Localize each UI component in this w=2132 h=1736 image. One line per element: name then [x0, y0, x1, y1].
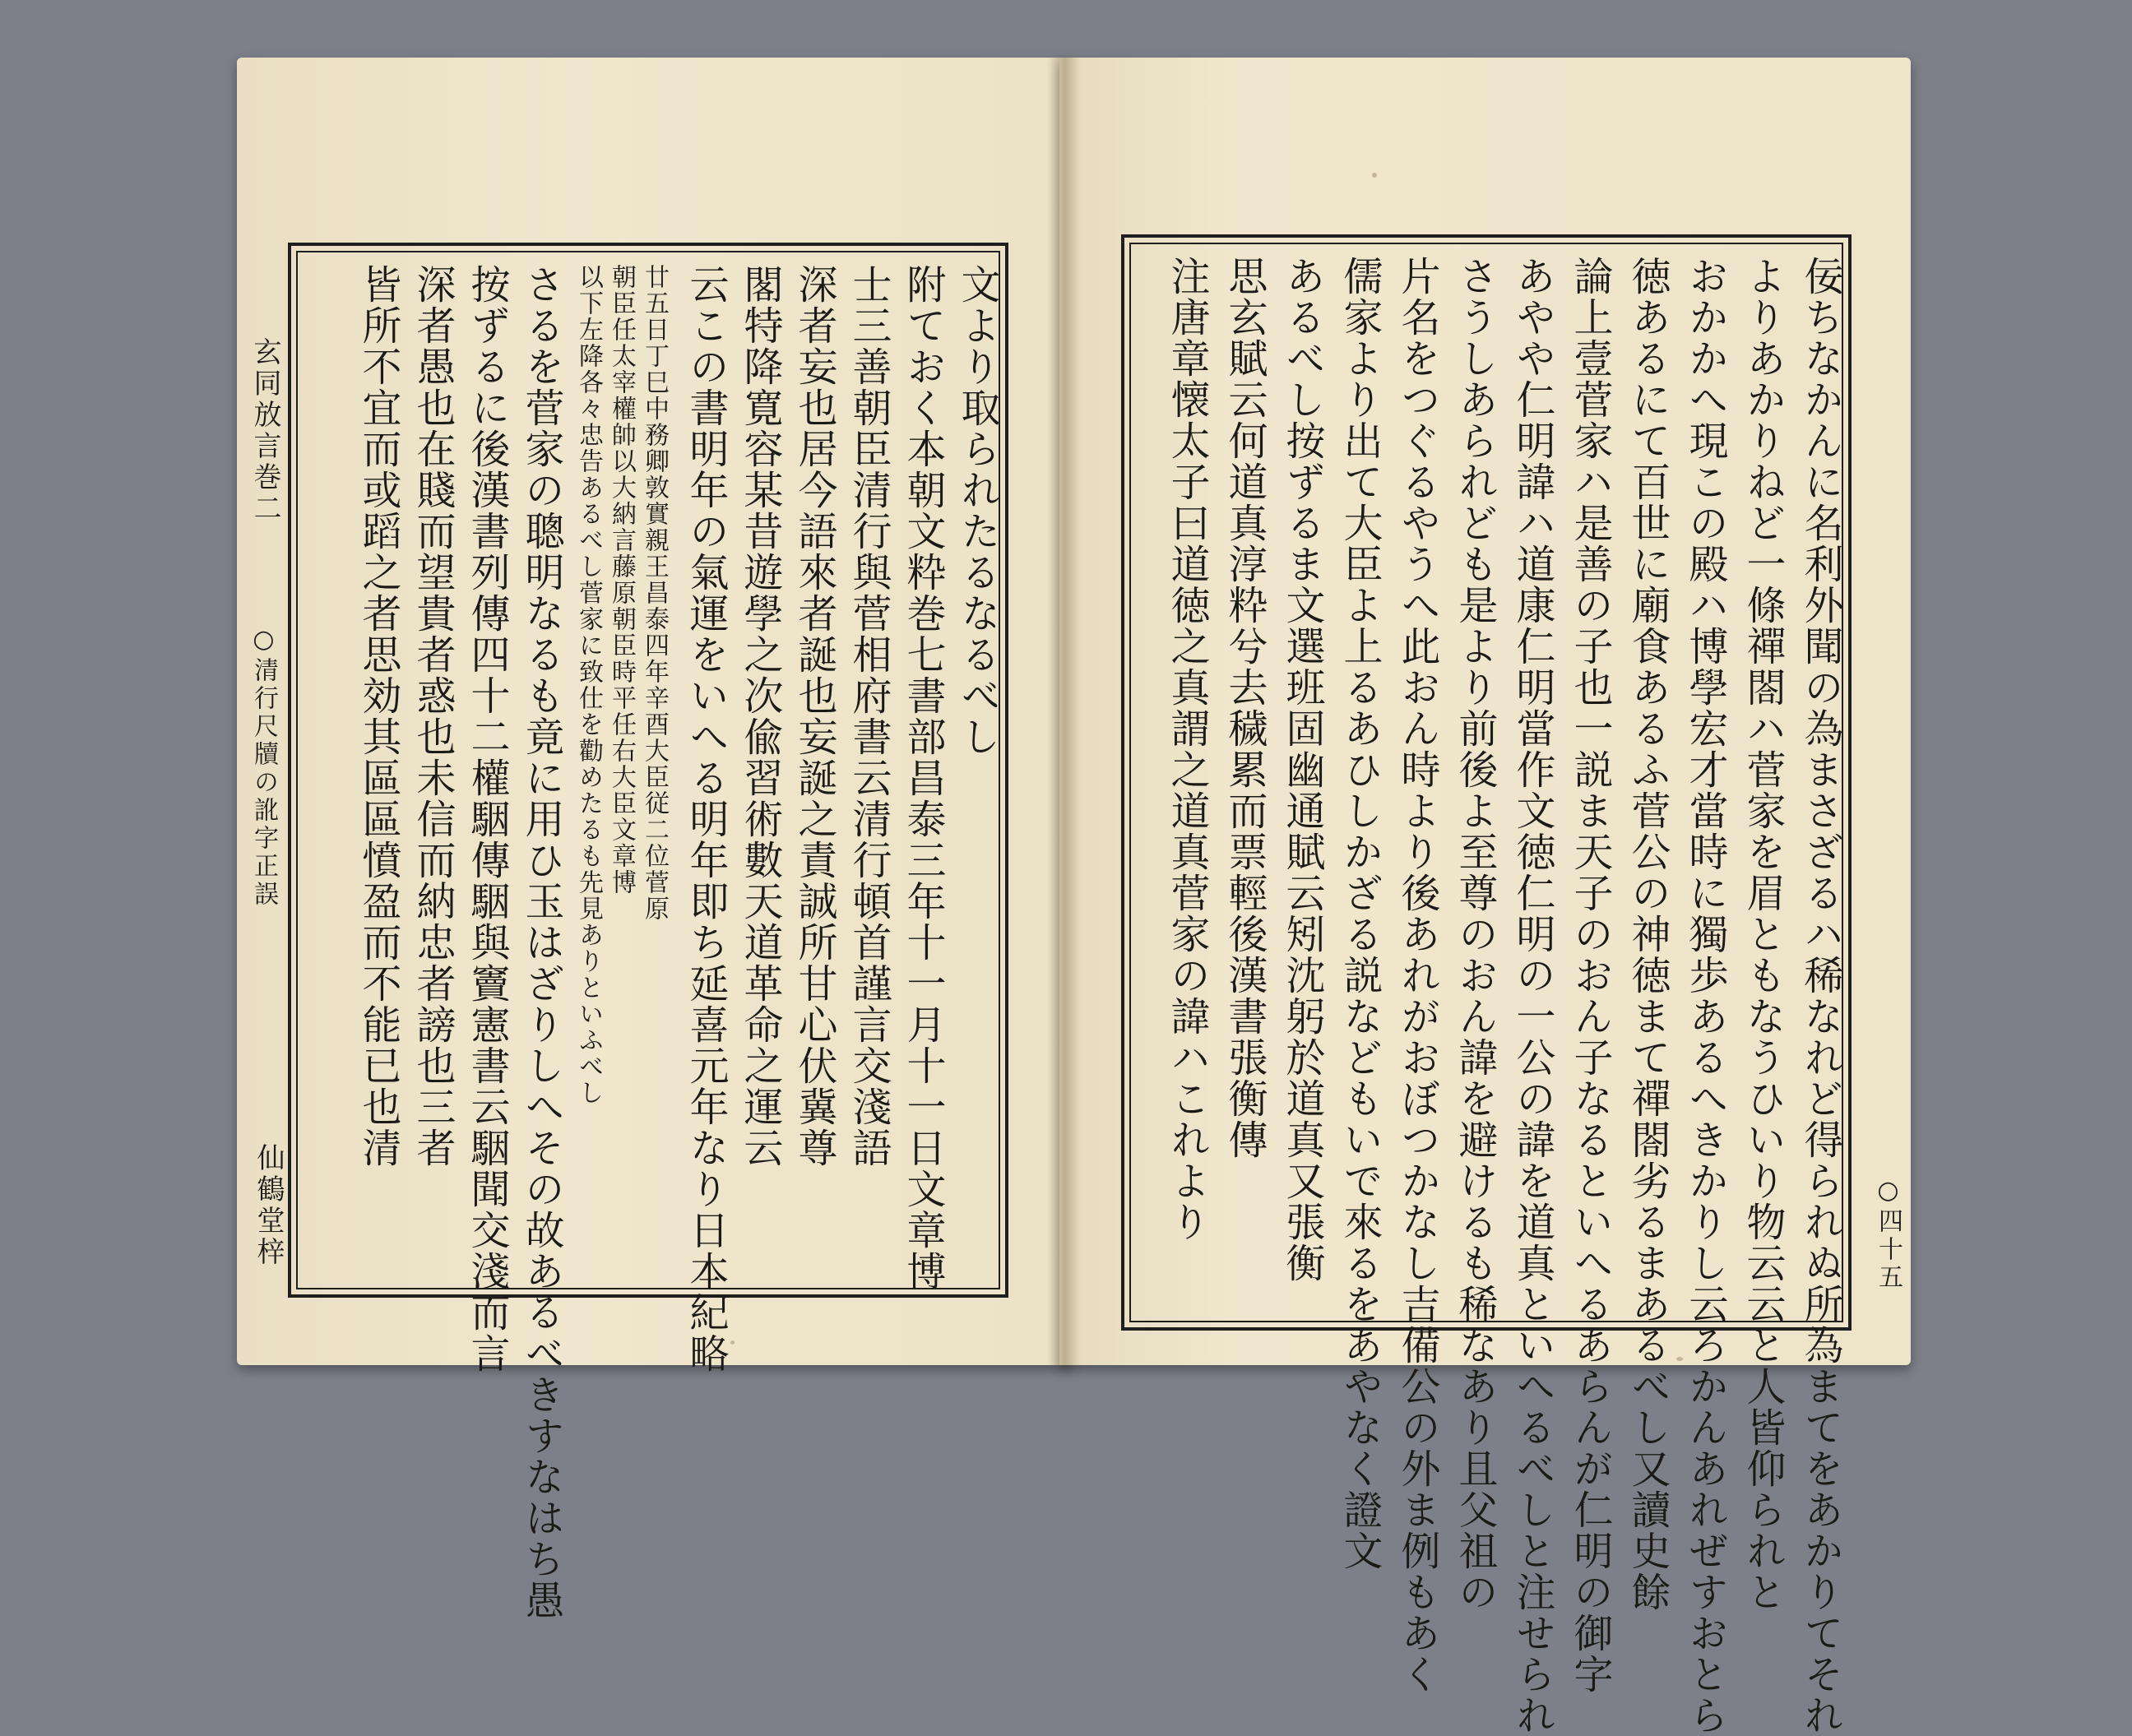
- text-column: 按ずるに後漢書列傳四十二權駰傳駰與竇憲書云駰聞交淺而言: [464, 264, 510, 1374]
- text-column: 注唐章懐太子曰道徳之真謂之道真菅家の諱ハこれより: [1164, 256, 1210, 1243]
- text-column: 徳あるにて百世に廟食あるふ菅公の神徳まて禪閤劣るまあるべし又讀史餘: [1624, 256, 1671, 1613]
- text-column: 思玄賦云何道真淳粋兮去穢累而票輕後漢書張衡傳: [1221, 256, 1268, 1160]
- book-gutter: [1047, 58, 1080, 1365]
- text-column: 佞ちなかんに名利外聞の為まさざるハ稀なれど得られぬ所為まてをあかりてそれ: [1797, 256, 1843, 1736]
- text-column: 深者愚也在賤而望貴者惑也未信而納忠者謗也三者: [410, 264, 456, 1169]
- text-column: さるを菅家の聰明なるも竟に用ひ玉はざりしへその故あるべきすなはち愚: [518, 264, 564, 1621]
- text-column: おかかへ現この殿ハ博學宏才當時に獨歩あるへきかりし云ろかんあれぜすおとら: [1682, 256, 1728, 1736]
- left-page: [237, 58, 1072, 1621]
- right-text-frame: [1121, 234, 1852, 1736]
- paper-speck: [1372, 173, 1377, 178]
- left-margin-publisher: 仙鶴堂梓: [252, 1143, 285, 1268]
- text-column: あやや仁明諱ハ道康仁明當作文徳仁明の一公の諱を道真といへるべしと注せられ: [1509, 256, 1555, 1736]
- text-column: 皆所不宜而或蹈之者思効其區區憤盈而不能已也清: [355, 264, 401, 1169]
- text-column: 士三善朝臣清行與菅相府書云清行頓首謹言交淺語: [846, 264, 892, 1169]
- text-column: 云この書明年の氣運をいへる明年即ち延喜元年なり日本紀略: [683, 264, 729, 1374]
- open-book: [220, 58, 1915, 1736]
- text-column: 文より取られたるなるべし: [954, 264, 1000, 757]
- left-margin-title: 玄同放言巻二: [248, 337, 281, 525]
- right-page: [1059, 58, 1911, 1736]
- text-column: 附ておく本朝文粋巻七書部昌泰三年十一月十一日文章博: [900, 264, 946, 1292]
- text-column: 片名をつぐるやうへ此おん時より後あれがおぼつかなし吉備公の外ま例もあく: [1394, 256, 1440, 1695]
- paper-speck: [730, 1340, 735, 1345]
- text-column: 以下左降各々忠告あるべし菅家に致仕を勸めたるも先見ありといふべし: [574, 264, 603, 1106]
- text-column: 閣特降寛容某昔遊學之次偸習術數天道革命之運云: [737, 264, 783, 1169]
- text-column: 論上壹菅家ハ是善の子也一説ま天子のおん子なるといへるあらんが仁明の御字: [1567, 256, 1613, 1695]
- text-column: さうしあられども是より前後よ至尊のおん諱を避けるも稀なあり且父祖の: [1452, 256, 1498, 1613]
- left-text-frame: [288, 243, 1008, 1621]
- left-margin-section: ○清行尺牘の訛字正誤: [249, 625, 278, 909]
- text-column: 深者妄也居今語來者誕也妄誕之責誠所甘心伏冀尊: [791, 264, 837, 1169]
- text-column: 廿五日丁巳中務卿敦實親王昌泰四年辛酉大臣従二位菅原: [640, 264, 669, 922]
- text-column: 儒家より出て大臣よ上るあひしかざる説などもいで來るをあやなく證文: [1337, 256, 1383, 1572]
- text-column: よりあかりねど一條禪閤ハ菅家を眉ともなうひいり物云云と人皆仰られと: [1740, 256, 1786, 1613]
- text-column: 朝臣任太宰權帥以大納言藤原朝臣時平任右大臣文章博: [607, 264, 636, 896]
- right-margin-page-number: ○四十五: [1874, 1176, 1903, 1292]
- text-column: あるべし按ずるま文選班固幽通賦云矧沈躬於道真又張衡: [1279, 256, 1325, 1284]
- paper-speck: [1676, 1357, 1683, 1361]
